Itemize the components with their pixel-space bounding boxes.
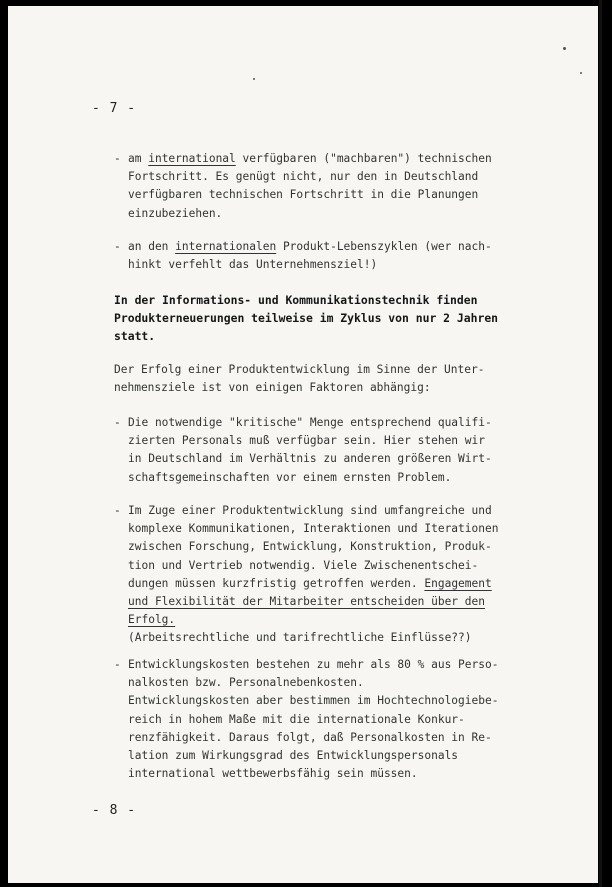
bullet-product-lifecycles: - an den internationalen Produkt-Lebenszyklen (wer nach- hinkt verfehlt das Unternehmensziel!)	[114, 240, 492, 272]
underlined-term: internationalen	[175, 240, 277, 253]
bullet-international-progress: - am international verfügbaren ("machbaren") technischen Fortschritt. Es genügt nicht, nur den in Deutschland verfügbaren technischen Fortschritt in die Planungen einzubeziehen.	[114, 152, 492, 220]
paragraph-success-factors: Der Erfolg einer Produktentwicklung im Sinne der Unter- nehmensziele ist von einigen Faktoren abhängig:	[114, 363, 485, 395]
scan-speck	[563, 47, 566, 50]
bullet-development-costs: - Entwicklungskosten bestehen zu mehr als 80 % aus Perso- nalkosten bzw. Personalnebenkosten. Entwicklungskosten aber bestimmen im Hochtechnologiebe- reich in hohem Maße mit die internationale Konkur- renzfähigkeit. Daraus folgt, daß Personalkosten in Re- lation zum Wirkungsgrad des Entwicklungspersonals international wettbewerbsfähig sein müssen.	[114, 658, 499, 781]
scan-speck	[580, 72, 582, 74]
paragraph-product-cycle: In der Informations- und Kommunikationstechnik finden Produkterneuerungen teilweise im Zyklus von nur 2 Jahren statt.	[114, 293, 499, 344]
page-number-top: - 7 -	[92, 101, 137, 116]
underlined-phrase: und Flexibilität der Mitarbeiter entscheiden über den	[128, 594, 485, 608]
underlined-phrase: Engagement	[424, 576, 492, 590]
underlined-phrase: Erfolg.	[128, 613, 176, 627]
underlined-term: international	[148, 152, 236, 165]
page-number-bottom: - 8 -	[92, 803, 137, 818]
bullet-communication: - Im Zuge einer Produktentwicklung sind umfangreiche und komplexe Kommunikationen, Interaktionen und Iterationen zwischen Forschung, Entwicklung, Konstruktion, Produk- tion und Vertrieb notwendig. Viele Zwischenentschei- dungen müssen kurzfristig getroffen werden. Engagement und Flexibilität der Mitarbeiter entscheiden über den Erfolg. (Arbeitsrechtliche und tarifrechtliche Einflüsse??)	[114, 502, 514, 648]
bullet-critical-mass: - Die notwendige "kritische" Menge entsprechend qualifi- zierten Personals muß verfügbar sein. Hier stehen wir in Deutschland im Verhältnis zu anderen größeren Wirt- schaftsgemeinschaften vor einem ernsten Problem.	[114, 416, 492, 484]
right-scan-edge	[599, 0, 602, 887]
scan-speck	[253, 78, 255, 80]
